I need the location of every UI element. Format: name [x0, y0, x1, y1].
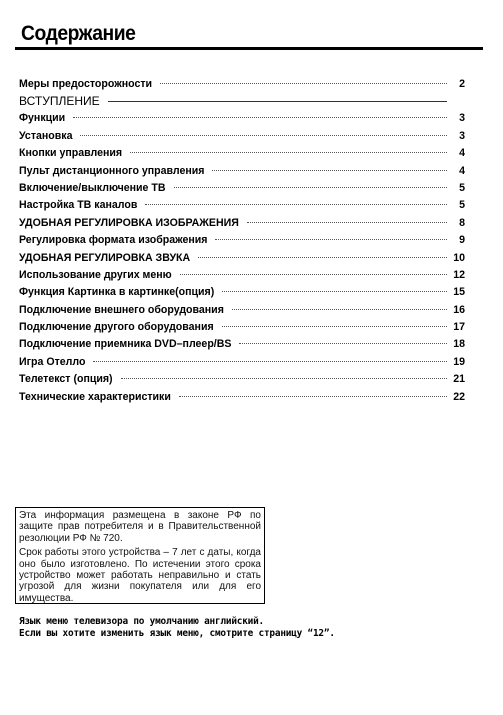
toc-leader-dots: [222, 291, 447, 292]
toc-entry-page-number: 5: [459, 199, 465, 212]
toc-entry-label: Подключение приемника DVD–плеер/BS: [19, 338, 232, 351]
toc-entry-page-number: 18: [453, 338, 465, 351]
toc-entry[interactable]: [19, 145, 465, 162]
toc-entry-label: Подключение другого оборудования: [19, 321, 214, 334]
toc-entry[interactable]: [19, 267, 465, 284]
toc-entry-page-number: 10: [453, 251, 465, 264]
toc-leader-dots: [180, 274, 447, 275]
toc-entry-page-number: 2: [459, 78, 465, 90]
toc-leader-dots: [212, 170, 447, 171]
toc-leader-dots: [93, 361, 447, 362]
toc-leader-dots: [179, 396, 447, 397]
toc-entry-label: Кнопки управления: [19, 147, 123, 160]
toc-leader-dots: [239, 343, 447, 344]
toc-entry-label: Использование других меню: [19, 268, 172, 281]
toc-entry-label: УДОБНАЯ РЕГУЛИРОВКА ИЗОБРАЖЕНИЯ: [19, 216, 239, 229]
toc-entry-page-number: 17: [453, 321, 465, 334]
toc-entry-label: ВСТУПЛЕНИЕ: [19, 94, 100, 109]
toc-entry-page-number: 9: [459, 234, 465, 247]
page-title: Содержание: [21, 22, 136, 45]
toc-entry-label: Установка: [19, 129, 73, 142]
toc-entry[interactable]: [19, 232, 465, 249]
info-paragraph-law: Эта информация размещена в законе РФ по защите прав потребителя и в Правительственной резолюции РФ № 720.: [19, 510, 261, 544]
toc-leader-dots: [145, 204, 447, 205]
toc-entry-label: Функции: [19, 112, 66, 125]
toc-leader-dots: [160, 83, 447, 84]
toc-entry-page-number: 3: [459, 112, 465, 125]
toc-entry[interactable]: [19, 110, 465, 127]
toc-entry-label: УДОБНАЯ РЕГУЛИРОВКА ЗВУКА: [19, 251, 191, 264]
toc-entry-label: Регулировка формата изображения: [19, 234, 208, 247]
toc-entry-page-number: 15: [453, 286, 465, 299]
toc-entry[interactable]: [19, 250, 465, 267]
toc-leader-dots: [130, 152, 447, 153]
toc-entry-label: Игра Отелло: [19, 355, 86, 368]
toc-leader-dots: [222, 326, 447, 327]
toc-entry-label: Функция Картинка в картинке(опция): [19, 286, 215, 299]
toc-entry[interactable]: [19, 319, 465, 336]
toc-entry[interactable]: [19, 128, 465, 145]
toc-entry-label: Телетекст (опция): [19, 373, 113, 386]
toc-entry-page-number: 3: [459, 129, 465, 142]
toc-leader-dots: [174, 187, 447, 188]
toc-leader-dots: [121, 378, 447, 379]
note-line-change-language: Если вы хотите изменить язык меню, смотрите страницу “12”.: [19, 628, 335, 639]
toc-entry[interactable]: [19, 163, 465, 180]
toc-entry-page-number: 5: [459, 181, 465, 194]
toc-entry-label: Пульт дистанционного управления: [19, 164, 205, 177]
toc-leader-dots: [80, 135, 447, 136]
toc-entry[interactable]: [19, 302, 465, 319]
note-line-default-language: Язык меню телевизора по умолчанию английский.: [19, 616, 264, 627]
toc-entry[interactable]: [19, 180, 465, 197]
toc-entry[interactable]: [19, 197, 465, 214]
toc-entry-page-number: 12: [453, 268, 465, 281]
toc-entry[interactable]: [19, 336, 465, 353]
toc-entry-label: Включение/выключение ТВ: [19, 181, 166, 194]
toc-entry-label: Технические характеристики: [19, 390, 171, 403]
toc-entry[interactable]: [19, 371, 465, 388]
toc-entry[interactable]: [19, 354, 465, 371]
toc-entry-label: Настройка ТВ каналов: [19, 199, 138, 212]
toc-entry[interactable]: [19, 389, 465, 406]
toc-leader-dots: [215, 239, 447, 240]
toc-entry[interactable]: [19, 215, 465, 232]
table-of-contents: [19, 76, 465, 406]
toc-entry-page-number: 16: [453, 303, 465, 316]
toc-entry-page-number: 8: [459, 216, 465, 229]
toc-entry[interactable]: [19, 76, 465, 93]
toc-entry-page-number: 22: [453, 390, 465, 403]
info-paragraph-lifetime: Срок работы этого устройства – 7 лет с даты, когда оно было изготовлено. По истечении этого срока устройство может работать неправильно и стать угрозой для жизни покупателя или для его имущества.: [19, 547, 261, 604]
toc-entry-page-number: 21: [453, 373, 465, 386]
toc-entry-page-number: 4: [459, 164, 465, 177]
toc-entry-label: Подключение внешнего оборудования: [19, 303, 224, 316]
menu-language-note: [19, 616, 489, 640]
title-underline: [15, 47, 483, 50]
toc-entry[interactable]: [19, 93, 465, 110]
toc-leader-dots: [232, 309, 447, 310]
toc-leader-dots: [247, 222, 447, 223]
consumer-info-box: [15, 507, 265, 604]
toc-leader-dots: [73, 117, 447, 118]
toc-leader-dots: [198, 257, 447, 258]
toc-entry-label: Меры предосторожности: [19, 78, 153, 90]
toc-entry-page-number: 19: [453, 355, 465, 368]
toc-leader-dots: [108, 101, 447, 102]
toc-entry-page-number: 4: [459, 147, 465, 160]
toc-entry[interactable]: [19, 284, 465, 301]
